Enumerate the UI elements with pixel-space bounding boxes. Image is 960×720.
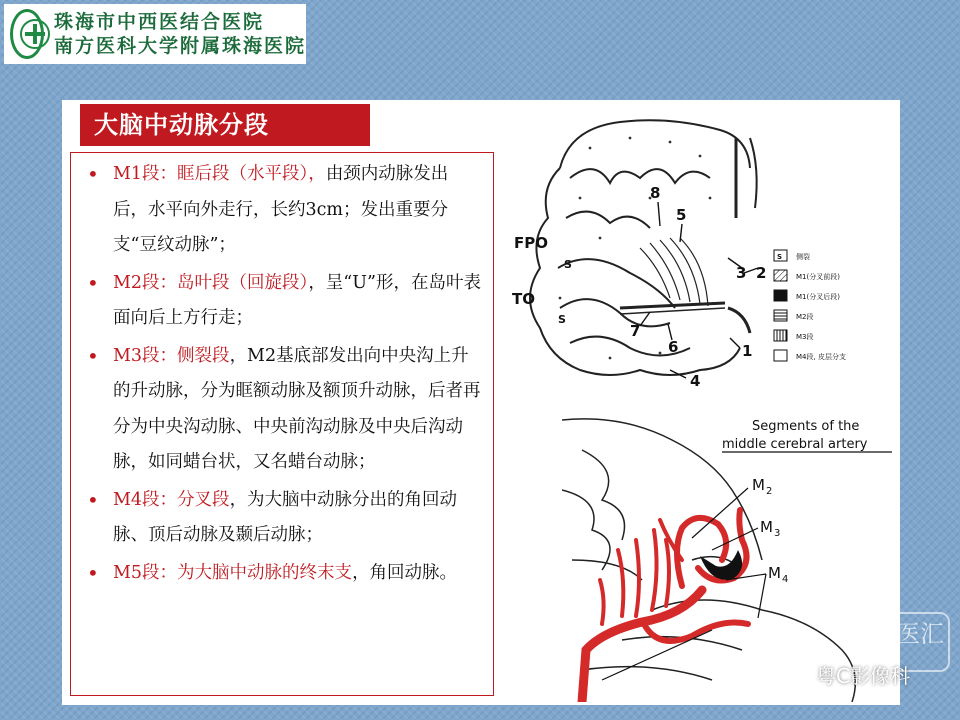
slide-title: 大脑中动脉分段 <box>80 104 370 146</box>
svg-text:M4段, 皮层分支: M4段, 皮层分支 <box>796 353 846 361</box>
bullet-m1 <box>85 157 481 264</box>
bullet-text: ，呈“U”形，在岛叶表面向后上方行走； <box>113 272 481 328</box>
bullet-dot-icon: • <box>87 343 99 368</box>
bullet-list <box>70 152 494 696</box>
watermark-text: 粤C影像科 <box>816 664 910 688</box>
label-num-8: 8 <box>650 184 661 202</box>
svg-text:M1(分叉后段): M1(分叉后段) <box>796 293 840 301</box>
svg-text:M2段: M2段 <box>796 313 814 321</box>
bullet-label: M5段：为大脑中动脉的终末支 <box>113 562 353 583</box>
bullet-text: ，M2基底部发出向中央沟上升的升动脉，分为眶额动脉及额顶升动脉，后者再分为中央沟动脉、中央前沟动脉及中央后沟动脉，如同蜡台状，又名蜡台动脉； <box>113 345 481 472</box>
bullet-label: M3段：侧裂段 <box>113 345 230 366</box>
svg-text:S: S <box>777 253 783 261</box>
svg-text:M3段: M3段 <box>796 333 814 341</box>
slide-panel <box>62 100 900 705</box>
label-s1: S <box>564 258 572 271</box>
coronal-brain-diagram <box>500 108 900 408</box>
bullet-dot-icon: • <box>87 270 99 295</box>
watermark <box>788 660 910 689</box>
cortex-outline <box>560 120 750 168</box>
bullet-text: ，角回动脉。 <box>352 562 458 583</box>
hospital-name <box>54 10 306 58</box>
label-num-1: 1 <box>742 342 753 360</box>
bullet-label: M1段：眶后段（水平段）， <box>113 164 326 184</box>
bullet-dot-icon: • <box>87 560 99 585</box>
label-num-7: 7 <box>630 322 641 340</box>
svg-text:M1(分叉前段): M1(分叉前段) <box>796 273 840 281</box>
hospital-emblem-icon <box>10 9 44 59</box>
bullet-dot-icon: • <box>87 162 99 186</box>
label-m3: M <box>760 518 773 536</box>
svg-text:侧裂: 侧裂 <box>796 253 810 261</box>
label-num-4: 4 <box>690 372 701 390</box>
hospital-name-line2: 南方医科大学附属珠海医院 <box>53 35 306 57</box>
label-num-5: 5 <box>676 206 687 224</box>
label-m2-sub: 2 <box>766 486 773 497</box>
label-m2: M <box>752 476 765 494</box>
bullet-text: 由颈内动脉发出后，水平向外走行，长约3cm；发出重要分支“豆纹动脉”； <box>113 164 449 255</box>
cortex-lower-outline <box>530 168 740 375</box>
mca-trunk <box>582 590 702 702</box>
label-to: TO <box>512 290 535 308</box>
label-m3-sub: 3 <box>774 528 781 539</box>
bullet-m5 <box>85 556 481 592</box>
bullet-dot-icon: • <box>87 487 99 512</box>
label-m4: M <box>768 564 781 582</box>
bullet-m4 <box>85 483 481 554</box>
mca-segments-diagram <box>562 410 900 702</box>
wechat-icon <box>788 666 810 684</box>
hospital-logo-banner <box>4 4 306 64</box>
watermark-background-stamp: 医汇 <box>870 612 950 672</box>
hospital-name-line1: 珠海市中西医结合医院 <box>53 11 264 33</box>
label-num-6: 6 <box>668 338 679 356</box>
label-s2: S <box>558 313 566 326</box>
bullet-m3 <box>85 339 481 481</box>
figure-legend <box>774 250 846 361</box>
figure-title-line2: middle cerebral artery <box>722 437 868 452</box>
bullet-label: M2段：岛叶段（回旋段） <box>113 272 309 293</box>
label-m4-sub: 4 <box>782 574 789 585</box>
label-num-3: 3 <box>736 264 747 282</box>
bullet-text: ，为大脑中动脉分出的角回动脉、顶后动脉及颞后动脉； <box>113 489 458 545</box>
bullet-label: M4段：分叉段 <box>113 489 230 510</box>
bullet-m2 <box>85 266 481 337</box>
label-num-2: 2 <box>756 264 767 282</box>
figure-title-line1: Segments of the <box>752 419 860 434</box>
label-fpo: FPO <box>514 234 548 252</box>
